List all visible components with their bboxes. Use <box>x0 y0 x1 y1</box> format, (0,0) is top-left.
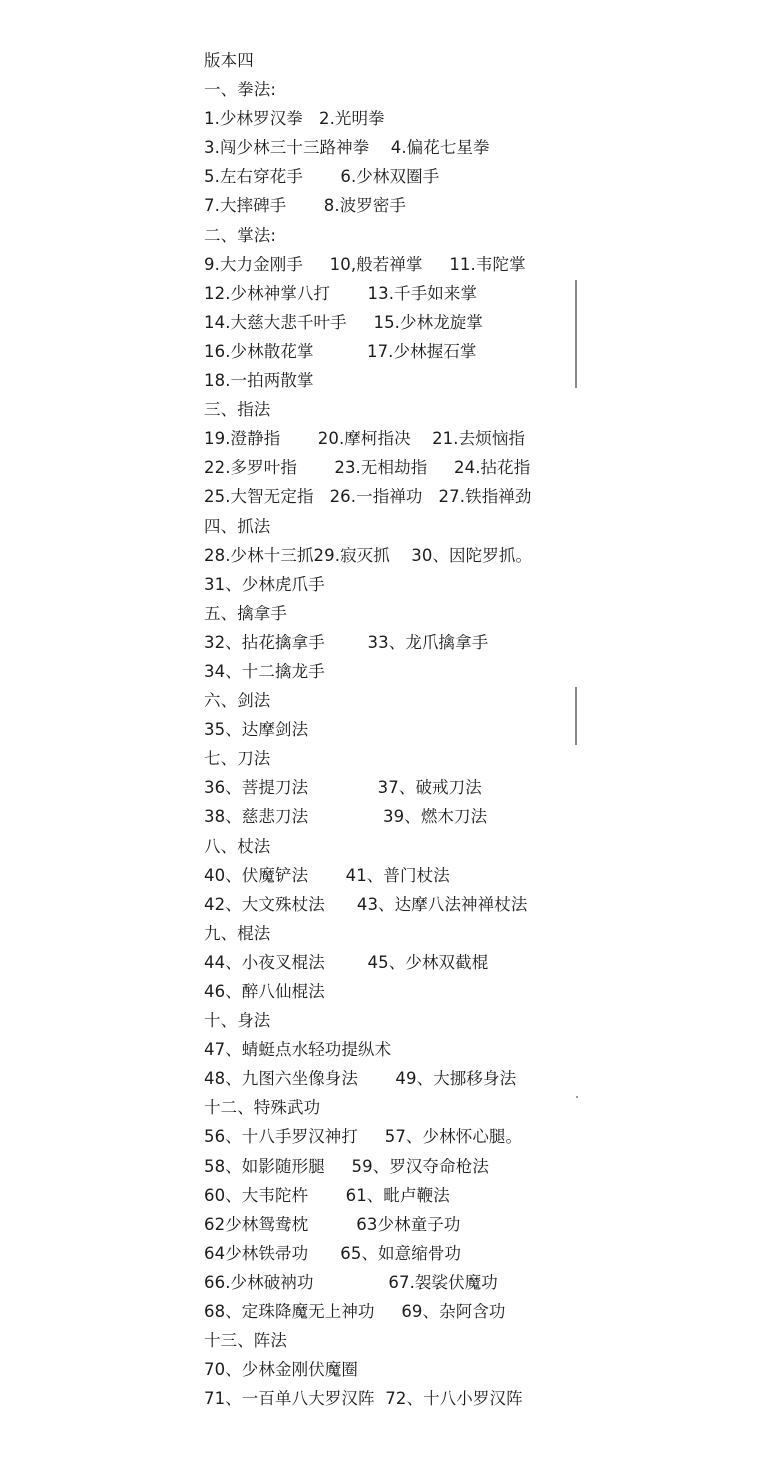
text-line: 66.少林破衲功 67.袈裟伏魔功 <box>204 1272 498 1292</box>
text-line: 34、十二擒龙手 <box>204 661 325 681</box>
text-line: 22.多罗叶指 23.无相劫指 24.拈花指 <box>204 458 531 478</box>
text-line: 四、抓法 <box>204 516 271 536</box>
text-line: 64少林铁帚功 65、如意缩骨功 <box>204 1243 462 1263</box>
text-line: 32、拈花擒拿手 33、龙爪擒拿手 <box>204 632 489 652</box>
text-line: 36、菩提刀法 37、破戒刀法 <box>204 778 482 798</box>
text-line: 六、剑法 <box>204 691 271 711</box>
text-line: 14.大慈大悲千叶手 15.少林龙旋掌 <box>204 312 484 332</box>
text-line: 25.大智无定指 26.一指禅功 27.铁指禅劲 <box>204 487 532 507</box>
text-line: 十二、特殊武功 <box>204 1098 321 1118</box>
text-line: 62少林鸳鸯枕 63少林童子功 <box>204 1214 461 1234</box>
text-line: 42、大文殊杖法 43、达摩八法神禅杖法 <box>204 894 528 914</box>
text-line: 一、拳法: <box>204 80 277 100</box>
text-line: 五、擒拿手 <box>204 603 287 623</box>
text-line: 38、慈悲刀法 39、燃木刀法 <box>204 807 488 827</box>
speck <box>576 1096 578 1098</box>
text-line: 56、十八手罗汉神打 57、少林怀心腿。 <box>204 1127 523 1147</box>
text-line: 35、达摩剑法 <box>204 720 309 740</box>
text-line: 1.少林罗汉拳 2.光明拳 <box>204 109 385 129</box>
text-line: 9.大力金刚手 10,般若禅掌 11.韦陀掌 <box>204 254 526 274</box>
text-line: 44、小夜叉棍法 45、少林双截棍 <box>204 952 489 972</box>
text-line: 46、醉八仙棍法 <box>204 982 325 1001</box>
text-line: 48、九图六坐像身法 49、大挪移身法 <box>204 1069 517 1089</box>
text-line: 71、一百单八大罗汉阵 72、十八小罗汉阵 <box>204 1389 523 1409</box>
text-line: 16.少林散花掌 17.少林握石掌 <box>204 341 477 361</box>
text-line: 40、伏魔铲法 41、普门杖法 <box>204 865 450 885</box>
text-line: 七、刀法 <box>204 749 271 769</box>
text-line: 68、定珠降魔无上神功 69、杂阿含功 <box>204 1302 506 1322</box>
text-line: 九、棍法 <box>204 923 271 943</box>
scroll-indicator <box>575 280 577 388</box>
text-line: 31、少林虎爪手 <box>204 574 325 594</box>
text-line: 5.左右穿花手 6.少林双圈手 <box>204 167 440 187</box>
text-line: 19.澄静指 20.摩柯指决 21.去烦恼指 <box>204 429 526 449</box>
text-line: 十、身法 <box>204 1011 271 1031</box>
text-line: 3.闯少林三十三路神拳 4.偏花七星拳 <box>204 138 490 158</box>
text-line: 二、掌法: <box>204 225 277 245</box>
text-line: 7.大摔碑手 8.波罗密手 <box>204 196 407 216</box>
document-body <box>204 46 764 1413</box>
text-line: 60、大韦陀杵 61、毗卢鞭法 <box>204 1185 450 1205</box>
text-line: 八、杖法 <box>204 836 271 856</box>
text-line: 三、指法 <box>204 400 271 420</box>
text-line: 47、蜻蜓点水轻功提纵术 <box>204 1040 392 1060</box>
text-line: 十三、阵法 <box>204 1331 287 1351</box>
scroll-indicator <box>575 687 577 745</box>
text-line: 12.少林神掌八打 13.千手如来掌 <box>204 283 478 303</box>
text-line: 版本四 <box>204 51 254 70</box>
text-line: 18.一拍两散掌 <box>204 371 314 391</box>
text-line: 70、少林金刚伏魔圈 <box>204 1360 358 1380</box>
text-line: 58、如影随形腿 59、罗汉夺命枪法 <box>204 1156 489 1176</box>
text-line: 28.少林十三抓29.寂灭抓 30、因陀罗抓。 <box>204 545 533 565</box>
